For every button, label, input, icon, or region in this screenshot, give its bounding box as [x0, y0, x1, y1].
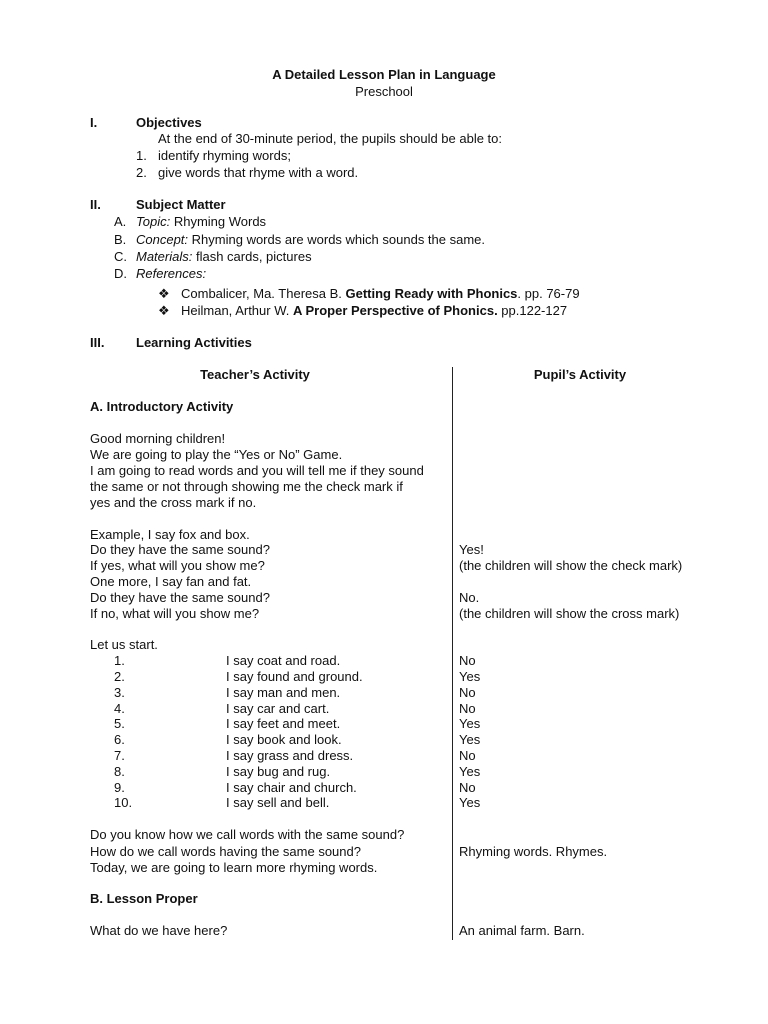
pupil-line: (the children will show the check mark)	[459, 558, 683, 573]
round-answer: Yes	[459, 716, 481, 731]
subject-item-letter: A.	[114, 214, 127, 229]
teacher-line: Do they have the same sound?	[90, 542, 270, 557]
round-number: 6.	[114, 732, 125, 747]
objective-item: give words that rhyme with a word.	[158, 165, 359, 180]
round-answer: No	[459, 653, 476, 668]
teacher-line: Do you know how we call words with the same sound?	[90, 827, 405, 842]
column-divider	[452, 367, 453, 940]
round-answer: No	[459, 701, 476, 716]
round-prompt: I say man and men.	[226, 685, 341, 700]
pupil-activity-header: Pupil’s Activity	[533, 367, 627, 382]
objective-number: 1.	[136, 148, 147, 163]
teacher-line: Good morning children!	[90, 431, 226, 446]
teacher-line: If yes, what will you show me?	[90, 558, 265, 573]
pupil-line: No.	[459, 590, 480, 605]
pupil-line: Rhyming words. Rhymes.	[459, 844, 608, 859]
round-number: 8.	[114, 764, 125, 779]
objectives-heading: Objectives	[136, 115, 202, 130]
document-subtitle: Preschool	[355, 84, 413, 99]
round-prompt: I say found and ground.	[226, 669, 363, 684]
pupil-line: Yes!	[459, 542, 484, 557]
objectives-intro: At the end of 30-minute period, the pupils should be able to:	[158, 131, 503, 146]
round-answer: Yes	[459, 795, 481, 810]
round-answer: Yes	[459, 764, 481, 779]
subject-item-letter: C.	[114, 249, 127, 264]
section-numeral-objectives: I.	[90, 115, 98, 130]
teacher-line: Let us start.	[90, 637, 158, 652]
learning-activities-heading: Learning Activities	[136, 335, 252, 350]
subject-item-topic: Topic: Rhyming Words	[136, 214, 267, 229]
teacher-line: yes and the cross mark if no.	[90, 495, 257, 510]
round-answer: Yes	[459, 732, 481, 747]
teacher-line: I am going to read words and you will tell me if they sound	[90, 463, 424, 478]
round-prompt: I say feet and meet.	[226, 716, 341, 731]
subject-item-concept: Concept: Rhyming words are words which sounds the same.	[136, 232, 486, 247]
round-answer: No	[459, 748, 476, 763]
objective-number: 2.	[136, 165, 147, 180]
section-numeral-subject-matter: II.	[90, 197, 101, 212]
round-prompt: I say book and look.	[226, 732, 342, 747]
round-number: 10.	[114, 795, 133, 810]
subject-item-letter: B.	[114, 232, 127, 247]
teacher-line: One more, I say fan and fat.	[90, 574, 252, 589]
diamond-bullet-icon: ❖	[158, 286, 170, 301]
diamond-bullet-icon: ❖	[158, 303, 170, 318]
round-prompt: I say grass and dress.	[226, 748, 354, 763]
reference-entry: Heilman, Arthur W. A Proper Perspective of Phonics. pp.122-127	[181, 303, 568, 318]
subject-item-materials: Materials: flash cards, pictures	[136, 249, 312, 264]
teacher-line: Today, we are going to learn more rhyming words.	[90, 860, 378, 875]
round-answer: Yes	[459, 669, 481, 684]
pupil-line: (the children will show the cross mark)	[459, 606, 680, 621]
round-number: 1.	[114, 653, 125, 668]
round-number: 7.	[114, 748, 125, 763]
round-number: 9.	[114, 780, 125, 795]
round-prompt: I say coat and road.	[226, 653, 341, 668]
teacher-line: We are going to play the “Yes or No” Game.	[90, 447, 343, 462]
teacher-line: How do we call words having the same sound?	[90, 844, 361, 859]
reference-entry: Combalicer, Ma. Theresa B. Getting Ready with Phonics. pp. 76-79	[181, 286, 580, 301]
teacher-line: What do we have here?	[90, 923, 228, 938]
subject-matter-heading: Subject Matter	[136, 197, 226, 212]
round-answer: No	[459, 780, 476, 795]
section-numeral-learning-activities: III.	[90, 335, 105, 350]
round-number: 5.	[114, 716, 125, 731]
teacher-line: Example, I say fox and box.	[90, 527, 250, 542]
round-prompt: I say bug and rug.	[226, 764, 331, 779]
teacher-line: If no, what will you show me?	[90, 606, 260, 621]
round-answer: No	[459, 685, 476, 700]
lesson-proper-heading: B. Lesson Proper	[90, 891, 198, 906]
teacher-line: Do they have the same sound?	[90, 590, 270, 605]
document-title: A Detailed Lesson Plan in Language	[272, 67, 496, 82]
round-number: 2.	[114, 669, 125, 684]
round-number: 4.	[114, 701, 125, 716]
teacher-line: the same or not through showing me the check mark if	[90, 479, 403, 494]
subject-item-letter: D.	[114, 266, 127, 281]
objective-item: identify rhyming words;	[158, 148, 291, 163]
teacher-activity-header: Teacher’s Activity	[200, 367, 310, 382]
pupil-line: An animal farm. Barn.	[459, 923, 585, 938]
round-prompt: I say sell and bell.	[226, 795, 330, 810]
introductory-activity-heading: A. Introductory Activity	[90, 399, 234, 414]
subject-item-references: References:	[136, 266, 207, 281]
round-number: 3.	[114, 685, 125, 700]
round-prompt: I say chair and church.	[226, 780, 357, 795]
round-prompt: I say car and cart.	[226, 701, 330, 716]
